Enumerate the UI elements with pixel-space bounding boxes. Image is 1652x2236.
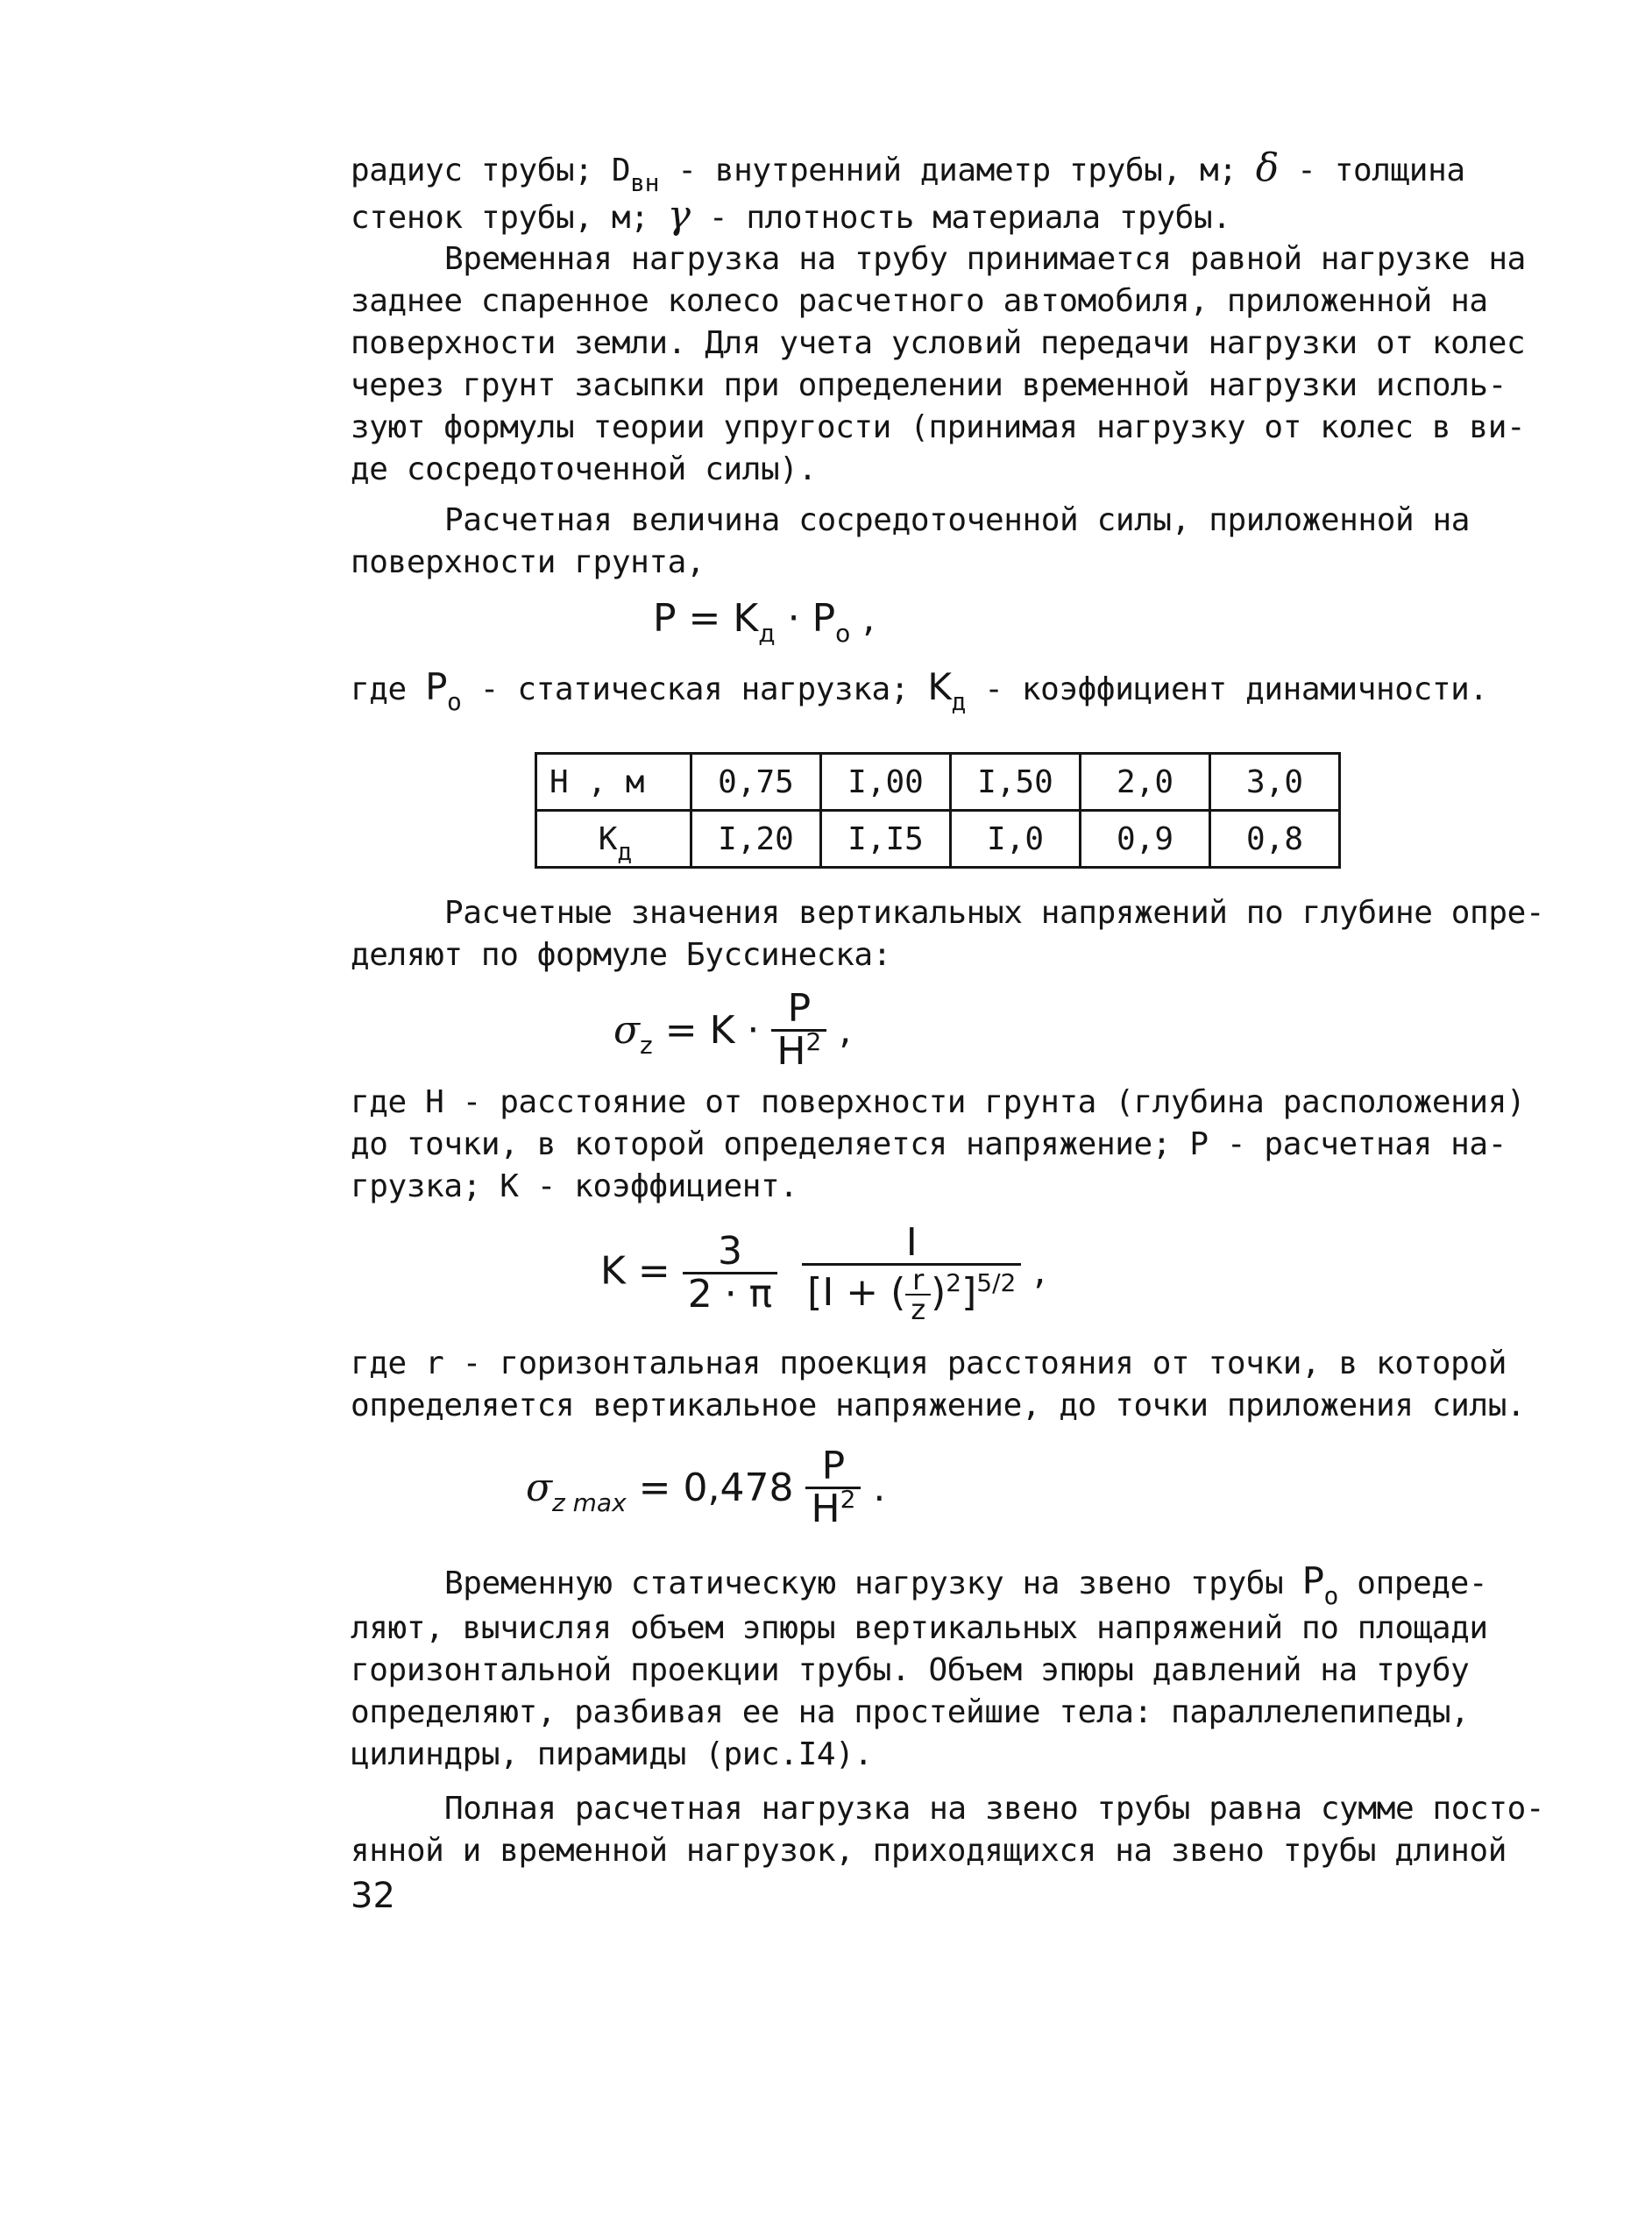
text-line: где r - горизонтальная проекция расстояния от точки, в которой — [351, 1345, 1507, 1381]
text-line: зуют формулы теории упругости (принимая нагрузку от колес в ви- — [351, 409, 1526, 445]
table-cell: 3,0 — [1210, 754, 1340, 811]
fraction: $\frac{r}{z}$ — [905, 1266, 931, 1324]
fraction: I [I + ( $\frac{r}{z}$ )$^2$]$^{5/2}$ — [802, 1223, 1021, 1324]
table-cell: I,20 — [691, 811, 821, 868]
text-line: Расчетная величина сосредоточенной силы, приложенной на — [444, 502, 1471, 538]
table-cell: H , м — [536, 754, 691, 811]
delta-symbol: δ — [1255, 146, 1279, 190]
text-line: грузка; K - коэффициент. — [351, 1168, 798, 1204]
formula-boussinesq: $\sigma_z = K$ · $\frac{P}{H^2}$ , — [613, 989, 851, 1076]
text-line: через грунт засыпки при определении временной нагрузки исполь- — [351, 367, 1507, 403]
text-line: Расчетные значения вертикальных напряжений по глубине опре- — [444, 895, 1545, 931]
text-line: определяют, разбивая ее на простейшие тела: параллелепипеды, — [351, 1694, 1470, 1730]
table-cell: I,0 — [951, 811, 1081, 868]
text-line: радиус трубы; $D_{вн}$ - внутренний диаметр трубы, м; δ - толщина — [351, 146, 1465, 197]
formula-sigma-max: $\sigma_{z max} = 0,478$ $\frac{P}{H^2}$ . — [526, 1446, 885, 1534]
text-line: поверхности грунта, — [351, 544, 705, 580]
text-line: заднее спаренное колесо расчетного автомобиля, приложенной на — [351, 283, 1488, 319]
table-cell: I,00 — [821, 754, 951, 811]
text-line: Полная расчетная нагрузка на звено трубы равна сумме посто- — [444, 1791, 1545, 1827]
text-line: поверхности земли. Для учета условий передачи нагрузки от колес — [351, 325, 1526, 361]
text-line: до точки, в которой определяется напряжение; P - расчетная на- — [351, 1126, 1507, 1162]
table-cell: I,I5 — [821, 811, 951, 868]
dynamic-coefficient-table — [535, 752, 1341, 869]
text-line: Временную статическую нагрузку на звено трубы $P_o$ опреде- — [444, 1559, 1488, 1610]
table-cell: 0,75 — [691, 754, 821, 811]
table-cell: 0,8 — [1210, 811, 1340, 868]
text-line: Временная нагрузка на трубу принимается равной нагрузке на — [444, 241, 1526, 277]
formula-k-coefficient: K = $\frac{3}{2 \cdot \pi}$ I [I + ( $\frac{r}{z}$ )$^2$]$^{5/2}$ , — [600, 1220, 1046, 1326]
table-cell: 0,9 — [1081, 811, 1210, 868]
table-row — [536, 754, 1340, 811]
table-cell: 2,0 — [1081, 754, 1210, 811]
page-number: 32 — [351, 1876, 395, 1916]
text-line: ляют, вычисляя объем эпюры вертикальных напряжений по площади — [351, 1610, 1488, 1646]
text-line: де сосредоточенной силы). — [351, 451, 817, 487]
text-line: определяется вертикальное напряжение, до точки приложения силы. — [351, 1388, 1526, 1423]
text-line: горизонтальной проекции трубы. Объем эпюры давлений на трубу — [351, 1652, 1470, 1688]
fraction: $\frac{3}{2 \cdot \pi}$ — [683, 1232, 777, 1315]
fraction: $\frac{P}{H^2}$ — [805, 1446, 861, 1534]
table-cell: I,50 — [951, 754, 1081, 811]
gamma-symbol: γ — [667, 193, 691, 238]
text-line: где $P_o$ - статическая нагрузка; $K_д$ - коэффициент динамичности. — [351, 665, 1488, 716]
formula-load: $P = K_д \cdot P_o$ , — [653, 596, 876, 648]
fraction: $\frac{P}{H^2}$ — [771, 989, 826, 1076]
text-line: деляют по формуле Буссинеска: — [351, 937, 891, 973]
text-line: янной и временной нагрузок, приходящихся на звено трубы длиной — [351, 1833, 1507, 1869]
text-line: где H - расстояние от поверхности грунта (глубина расположения) — [351, 1084, 1526, 1120]
text-line: цилиндры, пирамиды (рис.I4). — [351, 1736, 873, 1772]
table-row — [536, 811, 1340, 868]
text-line: стенок трубы, м; γ - плотность материала трубы. — [351, 193, 1231, 238]
table-cell: $K_д$ — [536, 811, 691, 868]
